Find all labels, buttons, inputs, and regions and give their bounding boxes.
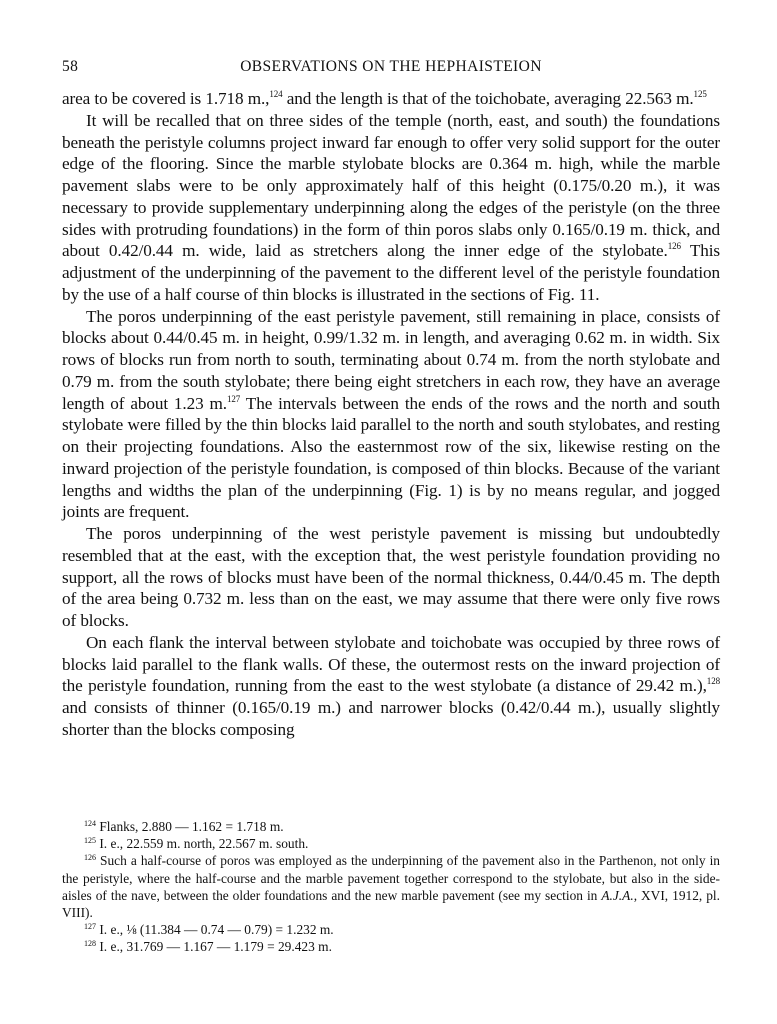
footnote-128: $^{128}$ I. e., 31.769 — 1.167 — 1.179 = 29.423 m. xyxy=(84,939,332,955)
footnote-ref-124[interactable]: 124 xyxy=(269,89,283,99)
footnote-126: $^{126}$ Such a half-course of poros was employed as the underpinning of the pavement also in the Parthenon, not only in the peristyle, where the half-course and the marble pavement together correspond to the stylobate, but also in the side-aisles of the nave, between the older foundations and the new marble pavement (see my section in A.J.A., XVI, 1912, pl. VIII). xyxy=(62,853,720,921)
paragraph-3: The poros underpinning of the east peristyle pavement, still remaining in place, consists of blocks about 0.44/0.45 m. in height, 0.99/1.32 m. in length, and averaging 0.62 m. in width. Six rows of blocks run from north to south, terminating about 0.74 m. from the north stylobate and 0.79 m. from the south stylobate; there being eight stretchers in each row, they have an average length of about 1.23 m.$^{127}$ The intervals between the ends of the rows and the north and south stylobate were filled by the thin blocks laid parallel to the north and south stylobates, and resting on their projecting foundations. Also the easternmost row of the six, likewise resting on the inward projection of the peristyle foundation, is composed of thin blocks. Because of the variant lengths and widths the plan of the underpinning (Fig. 1) is by no means regular, and jogged joints are frequent. xyxy=(62,306,720,522)
paragraph-1: area to be covered is 1.718 m.,$^{124}$ and the length is that of the toichobate, averaging 22.563 m.$^{125}$ xyxy=(62,89,707,108)
running-header xyxy=(62,58,720,82)
page xyxy=(62,58,720,741)
footnote-125: $^{125}$ I. e., 22.559 m. north, 22.567 m. south. xyxy=(84,836,309,852)
footnote-127: $^{127}$ I. e., ⅛ (11.384 — 0.74 — 0.79) = 1.232 m. xyxy=(84,922,334,938)
footnote-ref-125[interactable]: 125 xyxy=(693,89,707,99)
footnote-ref-127[interactable]: 127 xyxy=(226,393,241,404)
running-title: OBSERVATIONS ON THE HEPHAISTEION xyxy=(240,58,542,75)
footnotes xyxy=(62,818,720,956)
footnote-ref-128[interactable]: 128 xyxy=(706,676,720,687)
page-number: 58 xyxy=(62,58,79,75)
footnote-124: $^{124}$ Flanks, 2.880 — 1.162 = 1.718 m. xyxy=(84,819,284,834)
footnote-ref-126[interactable]: 126 xyxy=(667,241,681,252)
journal-title: A.J.A. xyxy=(601,887,634,903)
paragraph-4: The poros underpinning of the west peristyle pavement is missing but undoubtedly resembled that at the east, with the exception that, the west peristyle foundation providing no support, all the rows of blocks must have been of the normal thickness, 0.44/0.45 m. The depth of the area being 0.732 m. less than on the east, we may assume that there were only five rows of blocks. xyxy=(62,524,720,630)
paragraph-2: It will be recalled that on three sides of the temple (north, east, and south) the foundations beneath the peristyle columns project inward far enough to offer very solid support for the outer edge of the flooring. Since the marble stylobate blocks are 0.364 m. high, while the marble pavement slabs were to be only approximately half of this height (0.175/0.20 m.), it was necessary to provide supplementary underpinning along the edges of the peristyle (on the three sides with protruding foundations) in the form of thin poros slabs only 0.165/0.19 m. thick, and about 0.42/0.44 m. wide, laid as stretchers along the inner edge of the stylobate.$^{126}$ This adjustment of the underpinning of the pavement to the different level of the peristyle foundation by the use of a half course of thin blocks is illustrated in the sections of Fig. 11. xyxy=(62,110,720,304)
body-text xyxy=(62,88,720,741)
paragraph-5: On each flank the interval between stylobate and toichobate was occupied by three rows of blocks laid parallel to the flank walls. Of these, the outermost rests on the inward projection of the peristyle foundation, running from the east to the west stylobate (a distance of 29.42 m.),$^{128}$ and consists of thinner (0.165/0.19 m.) and narrower blocks (0.42/0.44 m.), usually slightly shorter than the blocks composing xyxy=(62,632,720,739)
